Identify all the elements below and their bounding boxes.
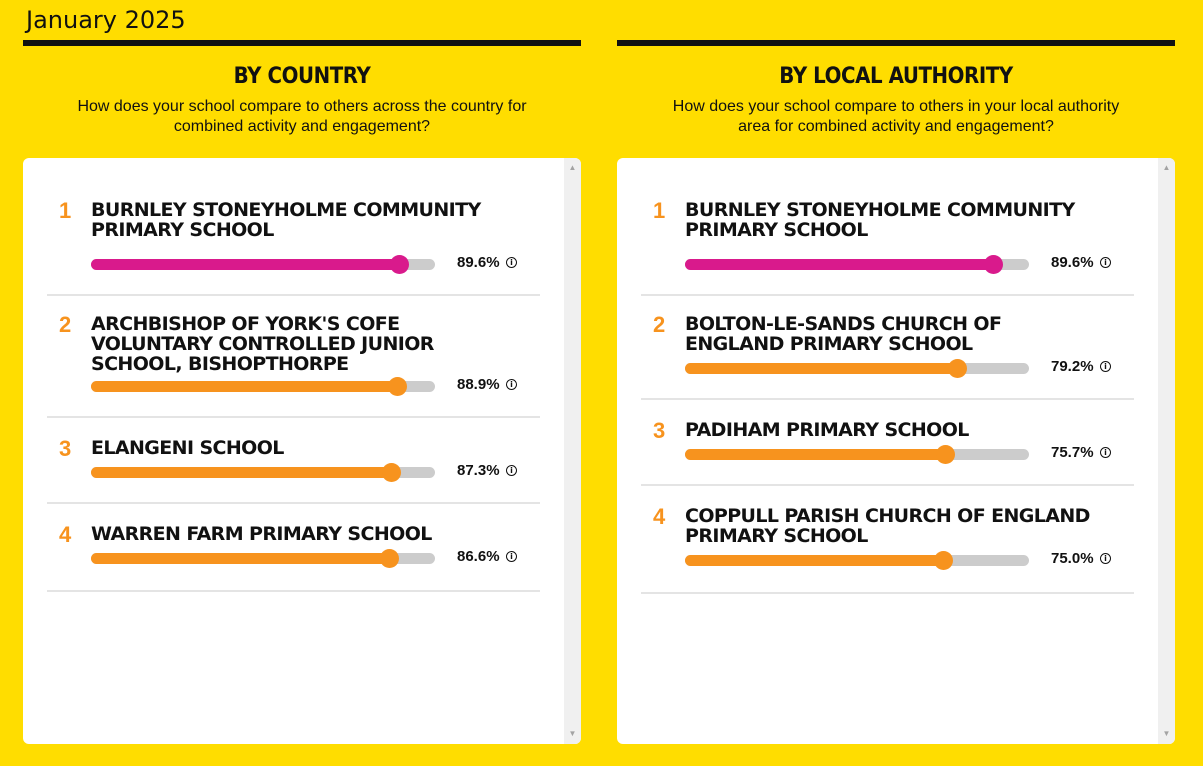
progress-knob [388,377,407,396]
progress-track [685,555,1029,566]
info-icon[interactable]: i [1100,257,1111,268]
ranking-item [641,296,1134,400]
rank-number: 1 [653,198,666,223]
score-percentage: 75.7% [1051,444,1094,461]
score-percentage: 88.9% [457,376,500,393]
ranking-item [47,188,540,296]
progress-track [91,381,435,392]
score-bar [91,546,540,570]
rank-number: 4 [653,504,666,529]
progress-track [685,363,1029,374]
score-bar [91,252,540,276]
progress-knob [936,445,955,464]
progress-fill [91,259,399,270]
panel-divider [617,40,1175,46]
panel-subtitle: How does your school compare to others across the country for combined activity and engagement? [77,98,527,135]
score-bar [91,460,540,484]
ranking-item [47,418,540,504]
score-percentage: 89.6% [457,254,500,271]
progress-track [685,259,1029,270]
score-percentage: 79.2% [1051,358,1094,375]
rank-number: 4 [59,522,72,547]
progress-track [91,553,435,564]
school-name: BOLTON-LE-SANDS CHURCH OF ENGLAND PRIMARY SCHOOL [685,313,1002,355]
school-name: BURNLEY STONEYHOLME COMMUNITY PRIMARY SCHOOL [685,199,1075,241]
progress-knob [984,255,1003,274]
panel-title: BY LOCAL AUTHORITY [779,64,1013,89]
school-name: COPPULL PARISH CHURCH OF ENGLAND PRIMARY SCHOOL [685,505,1090,547]
rank-number: 3 [653,418,666,443]
progress-track [91,259,435,270]
score-percentage: 86.6% [457,548,500,565]
ranking-list [47,188,540,592]
info-icon[interactable]: i [506,551,517,562]
score-percentage: 75.0% [1051,550,1094,567]
score-percentage: 87.3% [457,462,500,479]
info-icon[interactable]: i [1100,447,1111,458]
scroll-up-icon[interactable]: ▲ [1162,163,1171,172]
score-bar [685,356,1134,380]
school-name: ELANGENI SCHOOL [91,437,284,459]
progress-knob [948,359,967,378]
score-bar [685,252,1134,276]
score-bar [91,374,540,398]
progress-knob [390,255,409,274]
score-percentage: 89.6% [1051,254,1094,271]
progress-knob [380,549,399,568]
rank-number: 1 [59,198,72,223]
ranking-card [617,158,1175,744]
info-icon[interactable]: i [1100,361,1111,372]
panel-title: BY COUNTRY [233,64,371,89]
progress-fill [685,449,945,460]
ranking-list [641,188,1134,594]
info-icon[interactable]: i [1100,553,1111,564]
school-name: WARREN FARM PRIMARY SCHOOL [91,523,432,545]
ranking-item [47,504,540,592]
progress-fill [685,555,943,566]
progress-fill [685,259,993,270]
panel-subtitle: How does your school compare to others in your local authority area for combined activity and engagement? [672,98,1120,135]
progress-track [685,449,1029,460]
progress-knob [382,463,401,482]
progress-fill [91,381,397,392]
period-label: January 2025 [26,6,186,34]
scroll-down-icon[interactable]: ▼ [568,729,577,738]
panel-by-country [23,40,581,744]
progress-fill [91,467,391,478]
info-icon[interactable]: i [506,465,517,476]
ranking-item [47,296,540,418]
ranking-card [23,158,581,744]
ranking-item [641,486,1134,594]
ranking-item [641,188,1134,296]
scrollbar[interactable] [1158,158,1175,744]
ranking-item [641,400,1134,486]
rank-number: 3 [59,436,72,461]
progress-fill [91,553,389,564]
progress-knob [934,551,953,570]
score-bar [685,548,1134,572]
progress-track [91,467,435,478]
progress-fill [685,363,957,374]
rank-number: 2 [653,312,666,337]
score-bar [685,442,1134,466]
info-icon[interactable]: i [506,379,517,390]
school-name: PADIHAM PRIMARY SCHOOL [685,419,969,441]
rank-number: 2 [59,312,72,337]
school-name: BURNLEY STONEYHOLME COMMUNITY PRIMARY SCHOOL [91,199,481,241]
panel-by-local-authority [617,40,1175,744]
scroll-up-icon[interactable]: ▲ [568,163,577,172]
scroll-down-icon[interactable]: ▼ [1162,729,1171,738]
info-icon[interactable]: i [506,257,517,268]
scrollbar[interactable] [564,158,581,744]
school-name: ARCHBISHOP OF YORK'S COFE VOLUNTARY CONTROLLED JUNIOR SCHOOL, BISHOPTHORPE [91,313,434,375]
panel-divider [23,40,581,46]
